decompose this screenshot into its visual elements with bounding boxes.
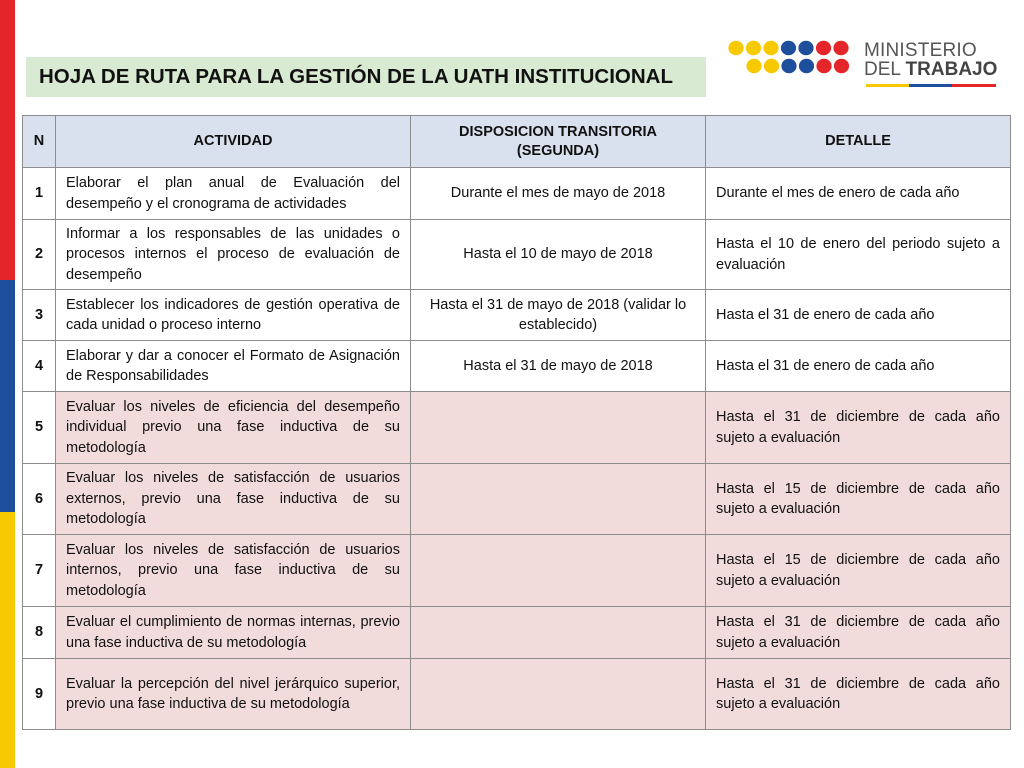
- header-n: N: [23, 116, 56, 168]
- row-number: 6: [23, 464, 56, 535]
- table-row: [23, 535, 1011, 607]
- row-actividad: Informar a los responsables de las unidades o procesos internos el proceso de evaluación de desempeño: [56, 220, 411, 290]
- row-detalle: Hasta el 31 de diciembre de cada año sujeto a evaluación: [706, 607, 1011, 659]
- row-number: 2: [23, 220, 56, 290]
- row-disposicion: [411, 464, 706, 535]
- row-disposicion: Hasta el 31 de mayo de 2018 (validar lo establecido): [411, 290, 706, 341]
- logo-dot: [816, 41, 831, 55]
- row-number: 9: [23, 659, 56, 730]
- row-detalle: Hasta el 31 de enero de cada año: [706, 290, 1011, 341]
- roadmap-table: [22, 115, 1011, 730]
- row-detalle: Hasta el 31 de enero de cada año: [706, 341, 1011, 392]
- row-actividad: Evaluar los niveles de satisfacción de usuarios externos, previo una fase inductiva de su metodología: [56, 464, 411, 535]
- table-row: [23, 659, 1011, 730]
- row-disposicion: Hasta el 10 de mayo de 2018: [411, 220, 706, 290]
- table-row: [23, 341, 1011, 392]
- row-detalle: Hasta el 15 de diciembre de cada año sujeto a evaluación: [706, 464, 1011, 535]
- row-detalle: Hasta el 31 de diciembre de cada año sujeto a evaluación: [706, 659, 1011, 730]
- row-actividad: Evaluar los niveles de satisfacción de usuarios internos, previo una fase inductiva de su metodología: [56, 535, 411, 607]
- logo-line2: [864, 60, 997, 79]
- row-actividad: Establecer los indicadores de gestión operativa de cada unidad o proceso interno: [56, 290, 411, 341]
- row-disposicion: Hasta el 31 de mayo de 2018: [411, 341, 706, 392]
- flag-stripe-yellow: [0, 512, 15, 768]
- logo-dot: [746, 41, 761, 55]
- table-row: [23, 220, 1011, 290]
- logo-text: [864, 41, 997, 79]
- logo-dot: [746, 59, 761, 73]
- row-detalle: Hasta el 10 de enero del periodo sujeto a evaluación: [706, 220, 1011, 290]
- flag-stripe-red: [0, 0, 15, 280]
- row-number: 4: [23, 341, 56, 392]
- row-actividad: Evaluar el cumplimiento de normas internas, previo una fase inductiva de su metodología: [56, 607, 411, 659]
- logo-dot: [798, 41, 813, 55]
- page-title: HOJA DE RUTA PARA LA GESTIÓN DE LA UATH INSTITUCIONAL: [39, 65, 673, 88]
- logo-dot: [799, 59, 814, 73]
- row-detalle: Hasta el 15 de diciembre de cada año sujeto a evaluación: [706, 535, 1011, 607]
- row-actividad: Evaluar los niveles de eficiencia del desempeño individual previo una fase inductiva de su metodología: [56, 392, 411, 464]
- ministerio-logo: [728, 38, 998, 90]
- logo-line2-light: DEL: [864, 59, 906, 80]
- row-actividad: Evaluar la percepción del nivel jerárquico superior, previo una fase inductiva de su metodología: [56, 659, 411, 730]
- logo-dot: [781, 59, 796, 73]
- row-number: 3: [23, 290, 56, 341]
- flag-stripe-blue: [0, 280, 15, 512]
- logo-dot: [781, 41, 796, 55]
- row-number: 5: [23, 392, 56, 464]
- logo-underline: [866, 84, 996, 87]
- logo-dot: [833, 41, 848, 55]
- header-actividad: ACTIVIDAD: [56, 116, 411, 168]
- row-disposicion: [411, 535, 706, 607]
- header-detalle: DETALLE: [706, 116, 1011, 168]
- row-actividad: Elaborar y dar a conocer el Formato de Asignación de Responsabilidades: [56, 341, 411, 392]
- logo-dot: [816, 59, 831, 73]
- logo-line2-bold: TRABAJO: [905, 59, 998, 80]
- logo-dot: [763, 41, 778, 55]
- logo-dot: [728, 41, 743, 55]
- table-row: [23, 168, 1011, 220]
- table-row: [23, 607, 1011, 659]
- header-disposicion: DISPOSICION TRANSITORIA (SEGUNDA): [411, 116, 706, 168]
- logo-dots-icon: [728, 38, 856, 78]
- row-number: 8: [23, 607, 56, 659]
- row-disposicion: [411, 607, 706, 659]
- row-detalle: Hasta el 31 de diciembre de cada año sujeto a evaluación: [706, 392, 1011, 464]
- logo-dot: [764, 59, 779, 73]
- row-number: 1: [23, 168, 56, 220]
- row-actividad: Elaborar el plan anual de Evaluación del desempeño y el cronograma de actividades: [56, 168, 411, 220]
- table-header-row: [23, 116, 1011, 168]
- table-row: [23, 392, 1011, 464]
- logo-dot: [834, 59, 849, 73]
- row-number: 7: [23, 535, 56, 607]
- title-banner: [26, 57, 706, 97]
- row-disposicion: [411, 659, 706, 730]
- row-disposicion: [411, 392, 706, 464]
- table-row: [23, 464, 1011, 535]
- row-disposicion: Durante el mes de mayo de 2018: [411, 168, 706, 220]
- row-detalle: Durante el mes de enero de cada año: [706, 168, 1011, 220]
- logo-line1: MINISTERIO: [864, 40, 977, 61]
- table-row: [23, 290, 1011, 341]
